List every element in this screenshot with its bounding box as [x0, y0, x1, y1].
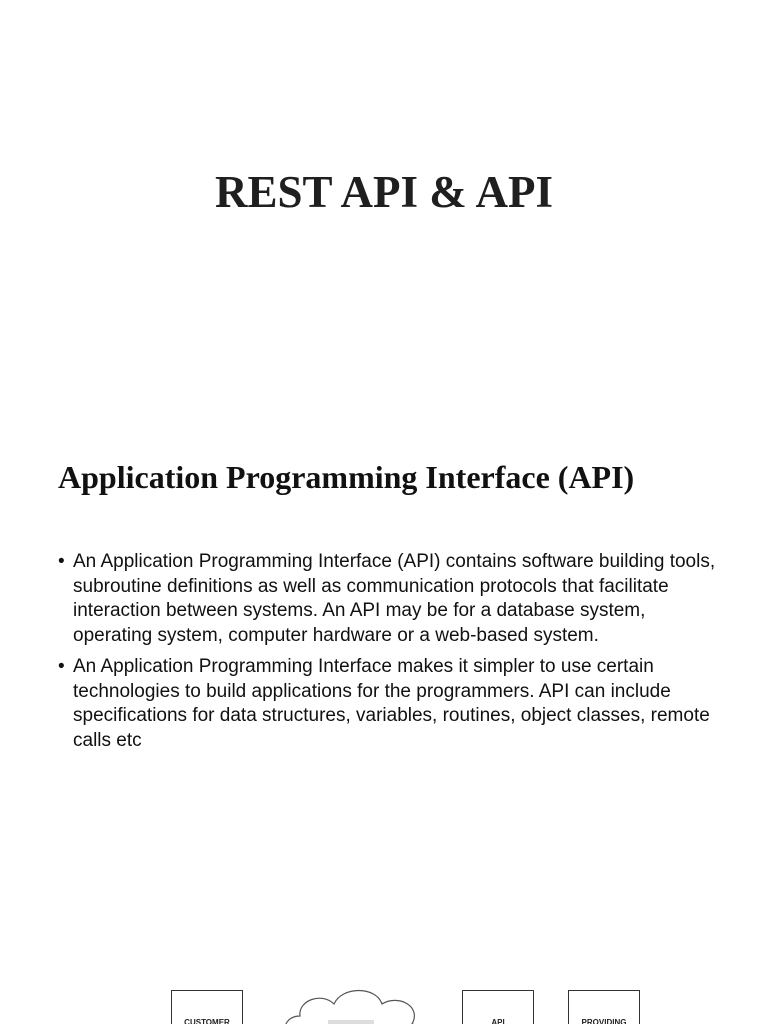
bullet-point: •	[58, 551, 65, 572]
cloud-icon	[278, 982, 428, 1024]
api-box	[462, 990, 534, 1024]
bullet-item-api-definition	[58, 550, 718, 648]
customer-box	[171, 990, 243, 1024]
slide-title: REST API & API	[214, 167, 553, 217]
section-heading: Application Programming Interface (API)	[58, 459, 635, 495]
bullet-text: An Application Programming Interface (API) contains software building tools, subroutine definitions as well as communication protocols that facilitate interaction between systems. An API may be for a database system, operating system, computer hardware or a web-based system.	[73, 551, 716, 646]
providing-box	[568, 990, 640, 1024]
customer-label: CUSTOMER	[184, 1018, 230, 1024]
api-label: API	[491, 1018, 505, 1024]
bullet-item-api-benefits	[58, 655, 718, 753]
api-diagram	[0, 980, 768, 1024]
providing-label: PROVIDING	[581, 1018, 627, 1024]
bullet-list	[58, 550, 718, 760]
bullet-text: An Application Programming Interface makes it simpler to use certain technologies to build applications for the programmers. API can include specifications for data structures, variables, routines, object classes, remote calls etc	[73, 656, 710, 751]
bullet-point: •	[58, 656, 65, 677]
